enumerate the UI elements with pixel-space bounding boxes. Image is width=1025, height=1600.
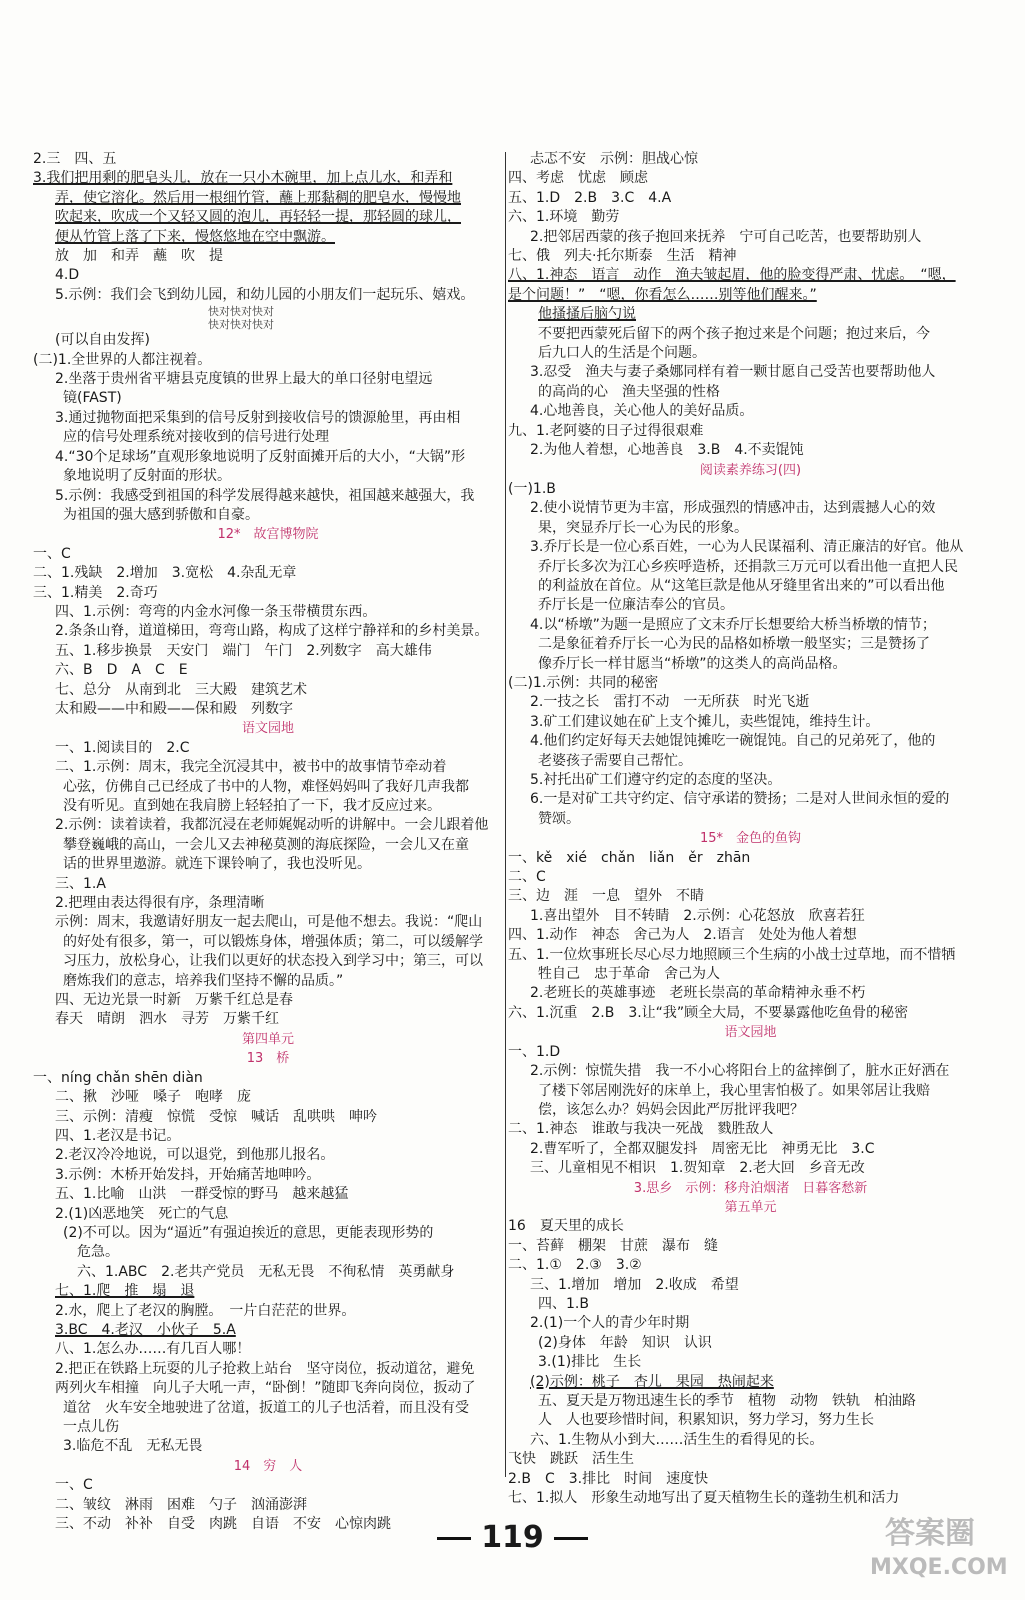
answer-line: 五、1.比喻 山洪 一群受惊的野马 越来越猛 <box>55 1186 349 1203</box>
answer-line: 磨炼我们的意志，培养我们坚持不懈的品质。” <box>63 972 344 989</box>
answer-line: 2.示例：读着读着，我都沉浸在老师娓娓动听的讲解中。一会儿跟着他 <box>55 817 489 834</box>
answer-line: 二、揪 沙哑 嗓子 咆哮 庞 <box>55 1089 251 1106</box>
section-heading: 14 穷 人 <box>233 1458 303 1474</box>
answer-line: 六、B D A C E <box>55 662 188 679</box>
answer-line: 一、1.阅读目的 2.C <box>55 739 190 756</box>
column-divider <box>505 152 506 1477</box>
answer-line: 三、示例：清瘦 惊慌 受惊 喊话 乱哄哄 呻吟 <box>55 1108 377 1125</box>
answer-line: (二)1.全世界的人都注视着。 <box>33 351 212 368</box>
answer-line: 六、1.沉重 2.B 3.让“我”顾全大局，不要暴露他吃鱼骨的秘密 <box>508 1004 909 1021</box>
answer-line: 为祖国的强大感到骄傲和自豪。 <box>63 506 259 523</box>
section-heading: 语文园地 <box>241 721 294 737</box>
answer-line: (2)示例：桃子 杏儿 果园 热闹起来 <box>530 1373 774 1390</box>
answer-line: 四、1.老汉是书记。 <box>55 1127 181 1144</box>
watermark-logo: 答案圈 MXQE.COM <box>870 1516 1008 1580</box>
section-heading: 3.思乡 示例：移舟泊烟渚 日暮客愁新 <box>633 1180 868 1196</box>
answer-line: 2.B C 3.排比 时间 速度快 <box>508 1470 709 1487</box>
answer-line: 二、1.示例：周末，我完全沉浸其中，被书中的故事情节牵动着 <box>55 759 447 776</box>
answer-line: 2.一技之长 雷打不动 一无所获 时光飞逝 <box>530 694 810 711</box>
answer-line: 乔厅长是一位廉洁奉公的官员。 <box>538 597 734 614</box>
handwritten-note: 快对快对快对 <box>208 305 274 319</box>
answer-line: 象地说明了反射面的形状。 <box>63 468 231 485</box>
answer-line: 的利益放在首位。从“这笔巨款是他从牙缝里省出来的”可以看出他 <box>538 577 945 594</box>
answer-line: 5.示例：我感受到祖国的科学发展得越来越快，祖国越来越强大，我 <box>55 487 475 504</box>
answer-line: 是个问题！” “嗯，你看怎么……别等他们醒来。” <box>508 286 817 303</box>
answer-line: 16 夏天里的成长 <box>508 1218 624 1235</box>
answer-line: 牲自己 忠于革命 舍己为人 <box>538 966 720 983</box>
answer-line: 八、1.神态 语言 动作 渔夫皱起眉，他的脸变得严肃、忧虑。 “嗯， <box>508 267 956 284</box>
answer-line: (2)不可以。因为“逼近”有强迫挨近的意思，更能表现形势的 <box>63 1224 434 1241</box>
answer-line: 偿，该怎么办？妈妈会因此严厉批评我吧？ <box>538 1101 804 1118</box>
answer-line: 危急。 <box>77 1244 119 1261</box>
answer-line: 3.临危不乱 无私无畏 <box>63 1438 203 1455</box>
answer-line: 六、1.ABC 2.老共产党员 无私无畏 不徇私情 英勇献身 <box>77 1263 455 1280</box>
answer-line: 两列火车相撞 向儿子大吼一声，“卧倒！”随即飞奔向岗位，扳动了 <box>55 1380 476 1397</box>
answer-line: 不要把西蒙死后留下的两个孩子抱过来是个问题；抱过来后，今 <box>538 325 930 342</box>
answer-line: 一、C <box>33 545 71 562</box>
answer-line: 二、1.残缺 2.增加 3.宽松 4.杂乱无章 <box>33 565 297 582</box>
answer-line: 三、不动 补补 自受 肉跳 自语 不安 心惊肉跳 <box>55 1516 391 1533</box>
section-heading: 第四单元 <box>241 1031 294 1047</box>
answer-line: 二是象征着乔厅长一心为民的品格如桥墩一般坚实；三是赞扬了 <box>538 636 930 653</box>
answer-line: 2.三 四、五 <box>33 151 117 167</box>
answer-line: (二)1.示例：共同的秘密 <box>508 674 659 691</box>
answer-line: 3.通过抛物面把采集到的信号反射到接收信号的馈源舱里，再由相 <box>55 409 461 426</box>
answer-line: 一、苔藓 棚架 甘蔗 瀑布 缝 <box>508 1237 718 1254</box>
answer-line: 道岔 火车安全地驶进了岔道，扳道工的儿子也活着，而且没有受 <box>63 1399 469 1416</box>
answer-line: 忐忑不安 示例：胆战心惊 <box>530 151 698 167</box>
answer-line: 4.“30个足球场”直观形象地说明了反射面摊开后的大小，“大锅”形 <box>55 448 466 465</box>
answer-line: 2.示例：惊慌失措 我一不小心将阳台上的盆摔倒了，脏水正好洒在 <box>530 1063 950 1080</box>
answer-line: 吹起来，吹成一个又轻又圆的泡儿，再轻轻一提，那轻圆的球儿， <box>55 209 461 226</box>
answer-line: 他搔搔后脑勺说 <box>538 306 636 323</box>
right-column <box>508 150 993 1508</box>
answer-line: 4.心地善良，关心他人的美好品质。 <box>530 403 754 420</box>
answer-line: 七、1.拟人 形象生动地写出了夏天植物生长的蓬勃生机和活力 <box>508 1490 900 1507</box>
answer-line: 三、1.增加 增加 2.收成 希望 <box>530 1276 739 1293</box>
answer-line: 4.他们约定好每天去她馄饨摊吃一碗馄饨。自己的兄弟死了，他的 <box>530 733 936 750</box>
answer-line: 七、总分 从南到北 三大殿 建筑艺术 <box>55 681 307 698</box>
answer-line: 2.把邻居西蒙的孩子抱回来抚养 宁可自己吃苦，也要帮助别人 <box>530 228 922 245</box>
section-heading: 15* 金色的鱼钩 <box>699 831 802 847</box>
answer-line: 的好处有很多，第一，可以锻炼身体，增强体质；第二，可以缓解学 <box>63 933 483 950</box>
answer-line: 话的世界里遨游。就连下课铃响了，我也没听见。 <box>63 856 371 873</box>
answer-line: 三、边 涯 一息 望外 不睛 <box>508 888 704 905</box>
answer-line: 了楼下邻居刚洗好的床单上，我心里害怕极了。如果邻居让我赔 <box>538 1082 930 1099</box>
answer-line: 没有听见。直到她在我肩膀上轻轻拍了一下，我才反应过来。 <box>63 798 441 814</box>
answer-line: 的高尚的心 渔夫坚强的性格 <box>538 383 720 400</box>
answer-line: 六、1.环境 勤劳 <box>508 209 620 226</box>
answer-line: 四、无边光景一时新 万紫千红总是春 <box>55 992 293 1009</box>
answer-line: 3.BC 4.老汉 小伙子 5.A <box>55 1321 236 1338</box>
answer-line: (一)1.B <box>508 480 556 497</box>
answer-line: 四、1.B <box>538 1295 589 1312</box>
section-heading: 12* 故宫博物院 <box>217 527 319 543</box>
answer-line: 2.(1)凶恶地笑 死亡的气息 <box>55 1205 229 1222</box>
answer-line: 4.以“桥墩”为题一是照应了文末乔厅长想要给大桥当桥墩的情节； <box>530 616 936 633</box>
answer-line: 4.D <box>55 267 80 284</box>
answer-line: 2.坐落于贵州省平塘县克度镇的世界上最大的单口径射电望远 <box>55 371 433 388</box>
answer-line: 一点儿伤 <box>63 1419 119 1435</box>
answer-line: 后九口人的生活是个问题。 <box>538 345 706 362</box>
answer-line: 六、1.生物从小到大……活生生的看得见的长。 <box>530 1431 824 1448</box>
answer-line: 便从竹管上落了下来，慢悠悠地在空中飘游。 <box>55 228 335 245</box>
section-heading: 13 桥 <box>246 1051 290 1067</box>
answer-line: 2.老汉冷冷地说，可以退党，到他那儿报名。 <box>55 1147 335 1164</box>
answer-line: 示例：周末，我邀请好朋友一起去爬山，可是他不想去。我说：“爬山 <box>55 914 483 931</box>
answer-line: 春天 晴朗 泗水 寻芳 万紫千红 <box>55 1011 279 1028</box>
answer-line: 一、C <box>55 1477 93 1494</box>
answer-line: 5.衬托出矿工们遵守约定的态度的坚决。 <box>530 772 782 788</box>
answer-line: 2.把正在铁路上玩耍的儿子抢救上站台 坚守岗位，扳动道岔，避免 <box>55 1360 475 1377</box>
answer-line: 攀登巍峨的高山，一会儿又去神秘莫测的海底探险，一会儿又在童 <box>63 836 469 853</box>
answer-line: 2.(1)一个人的青少年时期 <box>530 1315 690 1332</box>
answer-line: 2.把理由表达得很有序，条理清晰 <box>55 895 265 912</box>
answer-line: 二、1.神态 谁敢与我决一死战 戮胜敌人 <box>508 1121 774 1138</box>
answer-line: 3.我们把用剩的肥皂头儿，放在一只小木碗里，加上点儿水，和弄和 <box>33 170 453 187</box>
answer-line: 3.矿工们建议她在矿上支个摊儿，卖些馄饨，维持生计。 <box>530 713 880 730</box>
answer-line: 果，突显乔厅长一心为民的形象。 <box>538 519 748 536</box>
answer-line: (可以自由发挥) <box>55 332 150 349</box>
left-column <box>33 150 503 1534</box>
answer-line: 2.老班长的英雄事迹 老班长崇高的革命精神永垂不朽 <box>530 985 866 1002</box>
answer-line: 1.喜出望外 目不转睛 2.示例：心花怒放 欣喜若狂 <box>530 907 865 924</box>
answer-line: 四、1.动作 神态 舍己为人 2.语言 处处为他人着想 <box>508 927 857 944</box>
answer-line: 飞快 跳跃 活生生 <box>508 1451 634 1468</box>
answer-line: 5.示例：我们会飞到幼儿园，和幼儿园的小朋友们一起玩乐、嬉戏。 <box>55 286 475 303</box>
answer-line: 五、1.一位炊事班长尽心尽力地照顾三个生病的小战士过草地，而不惜牺 <box>508 946 956 963</box>
answer-line: 2.曹军听了，全都双腿发抖 周密无比 神勇无比 3.C <box>530 1140 875 1157</box>
answer-line: 七、1.爬 推 塌 退 <box>55 1283 195 1300</box>
answer-line: 6.一是对矿工共守约定、信守承诺的赞扬；二是对人世间永恒的爱的 <box>530 791 950 808</box>
answer-line: 3.乔厅长是一位心系百姓，一心为人民谋福利、清正廉洁的好官。他从 <box>530 539 964 556</box>
section-heading: 阅读素养练习(四) <box>699 462 802 478</box>
answer-line: 五、夏天是万物迅速生长的季节 植物 动物 铁轨 柏油路 <box>538 1393 916 1409</box>
answer-line: 二、C <box>508 869 546 886</box>
answer-line: 2.水，爬上了老汉的胸膛。 一片白茫茫的世界。 <box>55 1302 356 1319</box>
answer-line: 一、1.D <box>508 1043 561 1060</box>
answer-line: 八、1.怎么办……有几百人哪！ <box>55 1341 251 1358</box>
answer-line: 赞颂。 <box>538 810 580 827</box>
answer-line: 一、kě xié chǎn liǎn ěr zhān <box>508 849 751 866</box>
answer-line: 四、考虑 忧虑 顾虑 <box>508 170 648 187</box>
answer-line: 心弦，仿佛自己已经成了书中的人物，难怪妈妈叫了我好几声我都 <box>63 778 469 795</box>
page-number: 119 <box>0 1520 1025 1555</box>
answer-line: 习压力，放松身心，让我们以更好的状态投入到学习中；第三，可以 <box>63 953 483 970</box>
answer-line: 乔厅长多次为江心乡疾呼造桥，还捐款三万元可以看出他一直把人民 <box>538 558 958 575</box>
answer-line: 3.(1)排比 生长 <box>538 1354 642 1371</box>
answer-line: 弄，使它溶化。然后用一根细竹管，蘸上那黏稠的肥皂水，慢慢地 <box>55 189 461 206</box>
answer-line: 三、1.精美 2.奇巧 <box>33 584 158 601</box>
answer-line: 2.条条山脊，道道梯田，弯弯山路，构成了这样宁静祥和的乡村美景。 <box>55 623 489 640</box>
answer-line: 像乔厅长一样甘愿当“桥墩”的这类人的高尚品格。 <box>538 655 847 672</box>
answer-line: 放 加 和弄 蘸 吹 提 <box>55 248 223 265</box>
answer-line: 一、níng chǎn shēn diàn <box>33 1069 203 1086</box>
answer-line: 九、1.老阿婆的日子过得很艰难 <box>508 422 704 439</box>
answer-line: 二、皱纹 淋雨 困难 勺子 汹涌澎湃 <box>55 1496 307 1513</box>
answer-line: (2)身体 年龄 知识 认识 <box>538 1334 712 1351</box>
answer-line: 五、1.D 2.B 3.C 4.A <box>508 189 672 206</box>
answer-line: 3.示例：木桥开始发抖，开始痛苦地呻吟。 <box>55 1166 321 1183</box>
answer-line: 四、1.示例：弯弯的内金水河像一条玉带横贯东西。 <box>55 603 377 620</box>
answer-line: 2.为他人着想，心地善良 3.B 4.不卖馄饨 <box>530 442 804 459</box>
answer-line: 应的信号处理系统对接收到的信号进行处理 <box>63 429 329 446</box>
answer-line: 三、儿童相见不相识 1.贺知章 2.老大回 乡音无改 <box>530 1160 865 1177</box>
answer-line: 老婆孩子需要自己帮忙。 <box>538 752 692 769</box>
answer-line: 2.使小说情节更为丰富，形成强烈的情感冲击，达到震撼人心的效 <box>530 500 936 517</box>
handwritten-note: 快对快对快对 <box>208 318 274 332</box>
answer-line: 镜(FAST) <box>63 390 122 407</box>
answer-line: 五、1.移步换景 天安门 端门 午门 2.列数字 高大雄伟 <box>55 642 432 659</box>
section-heading: 语文园地 <box>724 1025 777 1041</box>
answer-line: 太和殿——中和殿——保和殿 列数字 <box>55 700 293 717</box>
answer-line: 3.忍受 渔夫与妻子桑娜同样有着一颗甘愿自己受苦也要帮助他人 <box>530 364 936 381</box>
section-heading: 第五单元 <box>724 1199 777 1215</box>
answer-line: 七、俄 列夫·托尔斯泰 生活 精神 <box>508 248 737 265</box>
answer-line: 三、1.A <box>55 875 106 892</box>
answer-line: 二、1.① 2.③ 3.② <box>508 1257 642 1274</box>
answer-line: 人 人也要珍惜时间，积累知识，努力学习，努力生长 <box>538 1412 874 1429</box>
